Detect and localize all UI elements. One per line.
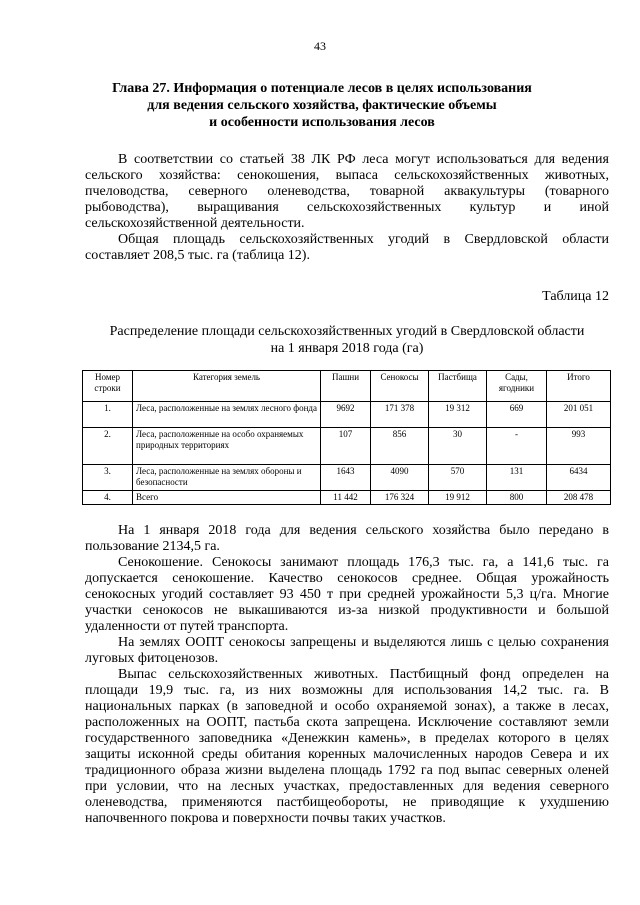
- chapter-title-line: и особенности использования лесов: [209, 115, 435, 130]
- page-number: 43: [314, 39, 326, 53]
- table-row: [83, 428, 611, 465]
- cell-row-number: 2.: [83, 428, 133, 465]
- paragraph: На землях ООПТ сенокосы запрещены и выделяются лишь с целью сохранения луговых фитоценозов.: [85, 635, 609, 666]
- cell-total: 6434: [547, 465, 611, 491]
- cell-orchards: 800: [487, 491, 547, 505]
- cell-row-number: 1.: [83, 402, 133, 428]
- header-total: Итого: [547, 371, 611, 402]
- table-title-line: на 1 января 2018 года (га): [270, 341, 424, 356]
- cell-hayfields: 176 324: [371, 491, 429, 505]
- chapter-title-line: для ведения сельского хозяйства, фактические объемы: [147, 98, 497, 113]
- paragraph: Сенокошение. Сенокосы занимают площадь 176,3 тыс. га, а 141,6 тыс. га допускается сенокошение. Качество сенокосов среднее. Общая урожайность сенокосных угодий составляет 93 450 т при средней урожайности 5,3 ц/га. Многие участки сенокосов не выкашиваются из-за низкой продуктивности и большой удаленности от путей транспорта.: [85, 555, 609, 634]
- cell-category: Всего: [133, 491, 321, 505]
- header-category: Категория земель: [133, 371, 321, 402]
- cell-category: Леса, расположенные на землях обороны и безопасности: [133, 465, 321, 491]
- cell-total: 993: [547, 428, 611, 465]
- cell-orchards: 669: [487, 402, 547, 428]
- header-hayfields: Сенокосы: [371, 371, 429, 402]
- cell-arable: 107: [321, 428, 371, 465]
- cell-orchards: 131: [487, 465, 547, 491]
- cell-row-number: 3.: [83, 465, 133, 491]
- table-title-line: Распределение площади сельскохозяйственных угодий в Свердловской области: [109, 324, 585, 339]
- table-label: Таблица 12: [542, 289, 609, 304]
- cell-arable: 9692: [321, 402, 371, 428]
- header-arable: Пашни: [321, 371, 371, 402]
- table-row-total: [83, 491, 611, 505]
- paragraph: Общая площадь сельскохозяйственных угодий в Свердловской области составляет 208,5 тыс. га (таблица 12).: [85, 232, 609, 263]
- cell-hayfields: 171 378: [371, 402, 429, 428]
- header-pastures: Пастбища: [429, 371, 487, 402]
- cell-arable: 1643: [321, 465, 371, 491]
- table-row: [83, 465, 611, 491]
- cell-total: 201 051: [547, 402, 611, 428]
- header-row-number: Номер строки: [83, 371, 133, 402]
- table-title: [85, 323, 609, 357]
- cell-category: Леса, расположенные на особо охраняемых природных территориях: [133, 428, 321, 465]
- cell-pastures: 19 912: [429, 491, 487, 505]
- chapter-title: [90, 80, 554, 131]
- chapter-title-line: Глава 27. Информация о потенциале лесов в целях использования: [112, 81, 532, 96]
- land-distribution-table: [82, 370, 611, 505]
- paragraph: Выпас сельскохозяйственных животных. Пастбищный фонд определен на площади 19,9 тыс. га, из них возможны для использования 14,2 тыс. га. В национальных парках (в заповедной и особо охраняемой зонах), а также в лесах, расположенных на ООПТ, пастьба скота запрещена. Исключение составляют земли государственного заповедника «Денежкин камень», в пределах которого в целях защиты исконной среды обитания коренных малочисленных народов Севера и их традиционного образа жизни выделена площадь 1792 га под выпас северных оленей при условии, что на лесных участках, предоставленных для ведения северного оленеводства, применяются пастбищеобороты, не приводящие к ухудшению напочвенного покрова и поверхности почвы таких участков.: [85, 667, 609, 826]
- cell-total: 208 478: [547, 491, 611, 505]
- table-row: [83, 402, 611, 428]
- cell-arable: 11 442: [321, 491, 371, 505]
- paragraph: В соответствии со статьей 38 ЛК РФ леса могут использоваться для ведения сельского хозяйства: сенокошения, выпаса сельскохозяйственных животных, пчеловодства, северного оленеводства, товарной аквакультуры (товарного рыбоводства), выращивания сельскохозяйственных культур и иной сельскохозяйственной деятельности.: [85, 152, 609, 231]
- cell-hayfields: 856: [371, 428, 429, 465]
- cell-hayfields: 4090: [371, 465, 429, 491]
- intro-text: [85, 152, 609, 264]
- cell-pastures: 570: [429, 465, 487, 491]
- cell-category: Леса, расположенные на землях лесного фонда: [133, 402, 321, 428]
- cell-pastures: 30: [429, 428, 487, 465]
- cell-orchards: -: [487, 428, 547, 465]
- paragraph: На 1 января 2018 года для ведения сельского хозяйства было передано в пользование 2134,5 га.: [85, 523, 609, 554]
- cell-pastures: 19 312: [429, 402, 487, 428]
- table-header-row: [83, 371, 611, 402]
- cell-row-number: 4.: [83, 491, 133, 505]
- header-orchards: Сады, ягодники: [487, 371, 547, 402]
- main-text: [85, 523, 609, 827]
